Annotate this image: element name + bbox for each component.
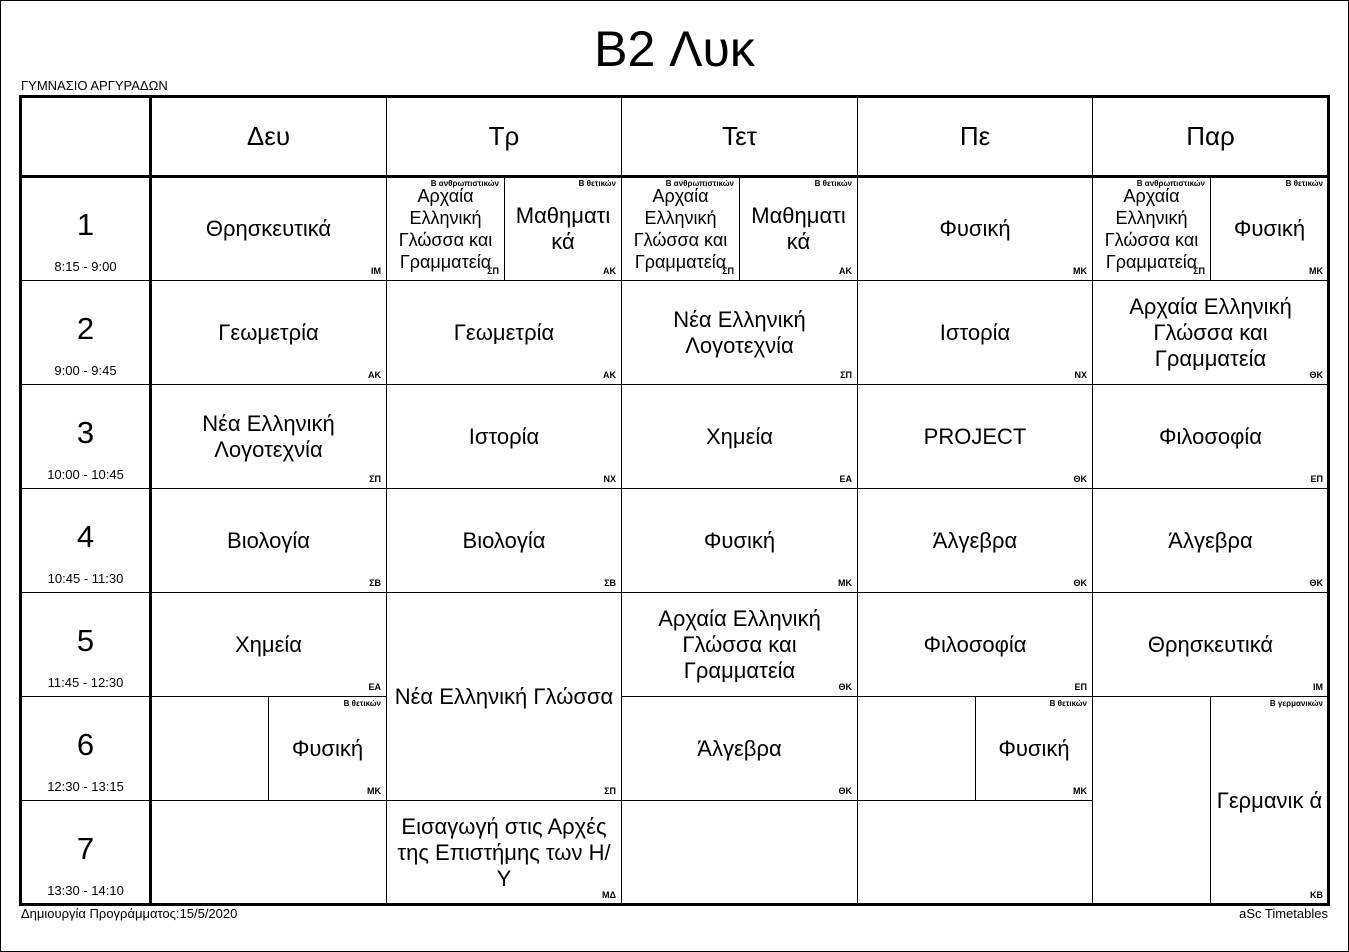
period-number: 4 <box>76 519 95 554</box>
lesson-teacher: ΜΚ <box>367 786 381 796</box>
lesson-teacher: ΝΧ <box>603 474 616 484</box>
lesson-subject: Εισαγωγή στις Αρχές της Επιστήμης των Η/Υ <box>397 813 611 891</box>
lesson-teacher: ΣΒ <box>604 578 616 588</box>
lesson-subject: Γεωμετρία <box>453 319 555 345</box>
lesson-group: Β ανθρωπιστικών <box>665 179 734 188</box>
lesson-teacher: ΘΚ <box>1309 578 1323 588</box>
lesson-teacher: ΕΠ <box>1310 474 1323 484</box>
lesson-cell <box>857 592 1093 697</box>
lesson-subject: Αρχαία Ελληνική Γλώσσα και Γραμματεία <box>658 605 821 683</box>
lesson-cell <box>857 696 976 801</box>
lesson-teacher: ΣΒ <box>369 578 381 588</box>
period-number: 5 <box>76 623 95 658</box>
lesson-group: Β θετικών <box>578 179 616 188</box>
lesson-subject: Βιολογία <box>227 527 310 553</box>
lesson-subject: Φυσική <box>1233 215 1306 241</box>
lesson-subject: Αρχαία Ελληνική Γλώσσα και Γραμματεία <box>1104 185 1199 272</box>
lesson-cell <box>150 384 387 489</box>
period-column-separator <box>149 95 152 906</box>
header-separator <box>19 175 1330 178</box>
lesson-teacher: ΜΚ <box>1073 786 1087 796</box>
lesson-subject: Άλγεβρα <box>697 735 782 761</box>
grid-border-top <box>19 95 1330 98</box>
period-header <box>20 176 151 281</box>
lesson-subject: Βιολογία <box>462 527 546 553</box>
lesson-cell <box>1092 280 1329 385</box>
period-time: 11:45 - 12:30 <box>47 675 124 690</box>
lesson-cell <box>504 176 622 281</box>
lesson-subject: Γεωμετρία <box>218 319 319 345</box>
period-time: 9:00 - 9:45 <box>54 363 117 378</box>
period-number: 7 <box>76 831 95 866</box>
lesson-group: Β θετικών <box>1285 179 1323 188</box>
lesson-cell <box>975 696 1093 801</box>
lesson-teacher: ΑΚ <box>368 370 381 380</box>
lesson-subject: Γερμανικ ά <box>1216 787 1323 813</box>
lesson-cell <box>857 176 1093 281</box>
lesson-teacher: ΜΚ <box>1073 266 1087 276</box>
period-number: 2 <box>76 311 95 346</box>
created-date: Δημιουργία Προγράμματος:15/5/2020 <box>21 906 238 921</box>
lesson-teacher: ΣΠ <box>487 266 499 276</box>
period-header <box>20 696 151 801</box>
lesson-subject: Αρχαία Ελληνική Γλώσσα και Γραμματεία <box>1129 293 1292 371</box>
lesson-teacher: ΝΧ <box>1074 370 1087 380</box>
lesson-subject: Νέα Ελληνική Λογοτεχνία <box>202 410 335 462</box>
period-number: 3 <box>76 415 95 450</box>
lesson-cell <box>621 176 740 281</box>
lesson-teacher: ΜΚ <box>1309 266 1323 276</box>
lesson-subject: Άλγεβρα <box>932 527 1018 553</box>
lesson-teacher: ΙΜ <box>1313 682 1323 692</box>
lesson-subject: Φυσική <box>703 527 776 553</box>
lesson-teacher: ΜΔ <box>602 890 616 900</box>
lesson-subject: Μαθηματι κά <box>515 202 611 254</box>
lesson-cell <box>621 488 858 593</box>
lesson-cell <box>386 280 622 385</box>
period-time: 13:30 - 14:10 <box>47 883 124 898</box>
period-number: 6 <box>76 727 95 762</box>
lesson-teacher: ΚΒ <box>1310 890 1323 900</box>
lesson-cell <box>150 176 387 281</box>
lesson-teacher: ΑΚ <box>839 266 852 276</box>
lesson-subject: Φιλοσοφία <box>1158 423 1263 449</box>
lesson-cell <box>857 280 1093 385</box>
lesson-cell <box>386 592 622 801</box>
lesson-cell <box>621 800 858 905</box>
lesson-cell <box>386 488 622 593</box>
lesson-subject: Θρησκευτικά <box>205 215 332 241</box>
lesson-subject: Νέα Ελληνική Γλώσσα <box>394 683 614 709</box>
lesson-cell <box>150 800 387 905</box>
lesson-group: Β γερμανικών <box>1269 699 1323 708</box>
period-header <box>20 280 151 385</box>
day-header: Τετ <box>621 96 858 177</box>
lesson-cell <box>150 488 387 593</box>
lesson-group: Β ανθρωπιστικών <box>1136 179 1205 188</box>
lesson-teacher: ΘΚ <box>838 786 852 796</box>
lesson-subject: Φυσική <box>998 735 1070 761</box>
lesson-teacher: ΣΠ <box>604 786 616 796</box>
lesson-teacher: ΙΜ <box>371 266 381 276</box>
lesson-cell <box>386 176 505 281</box>
lesson-teacher: ΘΚ <box>838 682 852 692</box>
period-time: 10:45 - 11:30 <box>47 571 124 586</box>
lesson-subject: Φυσική <box>291 735 364 761</box>
lesson-teacher: ΕΑ <box>368 682 381 692</box>
lesson-teacher: ΣΠ <box>369 474 381 484</box>
lesson-cell <box>150 592 387 697</box>
lesson-teacher: ΜΚ <box>838 578 852 588</box>
lesson-subject: Θρησκευτικά <box>1147 631 1274 657</box>
lesson-cell <box>739 176 858 281</box>
lesson-cell <box>621 384 858 489</box>
lesson-group: Β θετικών <box>1049 699 1087 708</box>
lesson-teacher: ΘΚ <box>1309 370 1323 380</box>
lesson-subject: Φιλοσοφία <box>923 631 1027 657</box>
lesson-teacher: ΑΚ <box>603 266 616 276</box>
lesson-cell <box>857 488 1093 593</box>
page-title: B2 Λυκ <box>594 21 755 77</box>
lesson-cell <box>386 800 622 905</box>
period-number: 1 <box>76 207 95 242</box>
lesson-subject: Ιστορία <box>468 423 540 449</box>
lesson-subject: PROJECT <box>923 423 1027 449</box>
period-header <box>20 488 151 593</box>
lesson-subject: Χημεία <box>706 423 773 449</box>
lesson-cell <box>621 280 858 385</box>
period-header <box>20 592 151 697</box>
lesson-cell <box>150 280 387 385</box>
lesson-subject: Αρχαία Ελληνική Γλώσσα και Γραμματεία <box>633 185 728 272</box>
period-header <box>20 384 151 489</box>
lesson-subject: Ιστορία <box>939 319 1011 345</box>
lesson-group: Β ανθρωπιστικών <box>430 179 499 188</box>
period-time: 8:15 - 9:00 <box>54 259 117 274</box>
lesson-cell <box>1210 696 1329 905</box>
period-header <box>20 800 151 905</box>
lesson-cell <box>1092 488 1329 593</box>
day-header: Πε <box>857 96 1093 177</box>
lesson-subject: Άλγεβρα <box>1168 527 1253 553</box>
corner-cell <box>20 96 151 177</box>
school-name: ΓΥΜΝΑΣΙΟ ΑΡΓΥΡΑΔΩΝ <box>21 78 168 93</box>
lesson-group: Β θετικών <box>814 179 852 188</box>
lesson-subject: Αρχαία Ελληνική Γλώσσα και Γραμματεία <box>398 185 493 272</box>
day-header: Τρ <box>386 96 622 177</box>
grid-border-bottom <box>19 903 1330 906</box>
lesson-cell <box>1092 384 1329 489</box>
lesson-cell <box>857 800 1093 905</box>
lesson-subject: Φυσική <box>939 215 1011 241</box>
grid-border-left <box>19 95 22 906</box>
lesson-cell <box>1092 176 1211 281</box>
day-header: Δευ <box>150 96 387 177</box>
lesson-subject: Νέα Ελληνική Λογοτεχνία <box>673 306 806 358</box>
grid-border-right <box>1327 95 1330 906</box>
lesson-cell <box>150 696 269 801</box>
lesson-subject: Χημεία <box>235 631 302 657</box>
lesson-cell <box>621 592 858 697</box>
software-credit: aSc Timetables <box>1239 906 1328 921</box>
lesson-teacher: ΕΠ <box>1074 682 1087 692</box>
lesson-group: Β θετικών <box>343 699 381 708</box>
lesson-teacher: ΑΚ <box>603 370 616 380</box>
lesson-cell <box>857 384 1093 489</box>
lesson-teacher: ΘΚ <box>1073 474 1087 484</box>
lesson-subject: Μαθηματι κά <box>751 202 846 254</box>
lesson-cell <box>386 384 622 489</box>
lesson-cell <box>1092 592 1329 697</box>
day-header: Παρ <box>1092 96 1329 177</box>
lesson-cell <box>1092 696 1211 905</box>
lesson-teacher: ΣΠ <box>722 266 734 276</box>
period-time: 12:30 - 13:15 <box>47 779 124 794</box>
lesson-cell <box>621 696 858 801</box>
lesson-teacher: ΕΑ <box>839 474 852 484</box>
period-time: 10:00 - 10:45 <box>47 467 124 482</box>
lesson-teacher: ΘΚ <box>1073 578 1087 588</box>
lesson-cell <box>1210 176 1329 281</box>
lesson-teacher: ΣΠ <box>840 370 852 380</box>
lesson-teacher: ΣΠ <box>1193 266 1205 276</box>
lesson-cell <box>268 696 387 801</box>
